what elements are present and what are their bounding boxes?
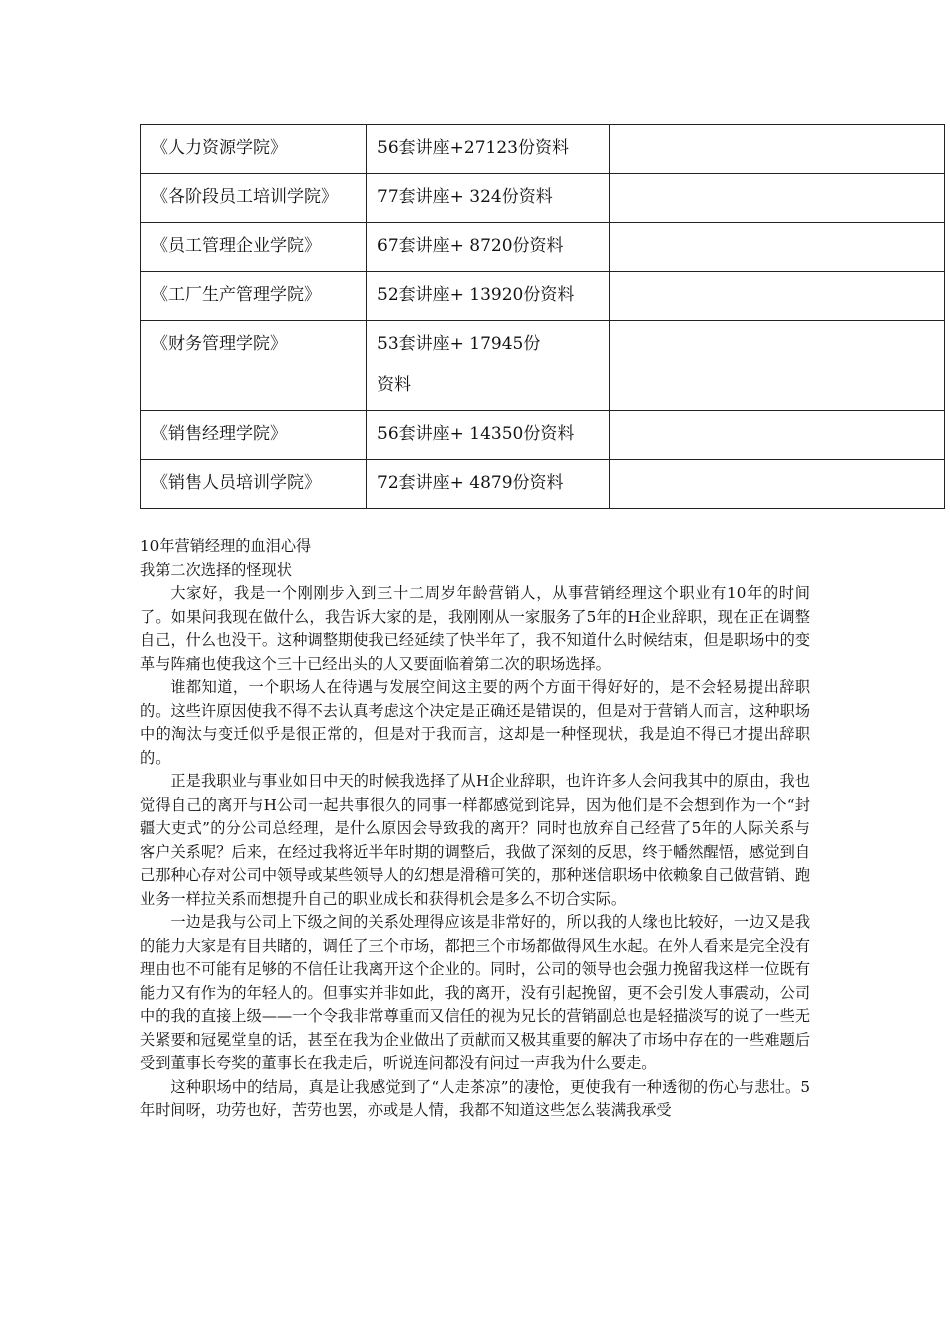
- empty-cell: [610, 223, 945, 272]
- article-paragraph: 一边是我与公司上下级之间的关系处理得应该是非常好的，所以我的人缘也比较好，一边又是我的能力大家是有目共睹的，调任了三个市场，都把三个市场都做得风生水起。在外人看来是完全没有理由也不可能有足够的不信任让我离开这个企业的。同时，公司的领导也会强力挽留我这样一位既有能力又有作为的年轻人的。但事实并非如此，我的离开，没有引起挽留，更不会引发人事震动，公司中的我的直接上级——一个令我非常尊重而又信任的视为兄长的营销副总也是轻描淡写的说了一些无关紧要和冠冕堂皇的话，甚至在我为企业做出了贡献而又极其重要的解决了市场中存在的一些难题后受到董事长夸奖的董事长在我走后，听说连问都没有问过一声我为什么要走。: [140, 913, 810, 1072]
- article-paragraph: 谁都知道，一个职场人在待遇与发展空间这主要的两个方面干得好好的，是不会轻易提出辞职的。这些许原因使我不得不去认真考虑这个决定是正确还是错误的，但是对于营销人而言，这种职场中的淘汰与变迁似乎是很正常的，但是对于我而言，这却是一种怪现状，我是迫不得已才提出辞职的。: [140, 678, 810, 767]
- course-name-cell: 《销售经理学院》: [141, 411, 367, 460]
- course-name-cell: 《人力资源学院》: [141, 125, 367, 174]
- course-catalog-table: [140, 124, 945, 509]
- course-content-cell: 72套讲座+ 4879份资料: [367, 460, 610, 509]
- course-content-cell: 56套讲座+ 14350份资料: [367, 411, 610, 460]
- table-row: [141, 125, 945, 174]
- course-name-cell: 《各阶段员工培训学院》: [141, 174, 367, 223]
- article-subtitle: 我第二次选择的怪现状: [140, 560, 292, 579]
- course-name-cell: 《员工管理企业学院》: [141, 223, 367, 272]
- course-name-cell: 《财务管理学院》: [141, 321, 367, 411]
- table-row: [141, 223, 945, 272]
- empty-cell: [610, 321, 945, 411]
- article-paragraph: 这种职场中的结局，真是让我感觉到了“人走茶凉”的凄怆，更使我有一种透彻的伤心与悲壮。5年时间呀，功劳也好，苦劳也罢，亦或是人情，我都不知道这些怎么装满我承受: [140, 1077, 810, 1119]
- empty-cell: [610, 125, 945, 174]
- table-row: [141, 321, 945, 411]
- empty-cell: [610, 272, 945, 321]
- empty-cell: [610, 411, 945, 460]
- table-row: [141, 460, 945, 509]
- course-content-cell: 77套讲座+ 324份资料: [367, 174, 610, 223]
- article-title: 10年营销经理的血泪心得: [140, 537, 312, 555]
- table-row: [141, 411, 945, 460]
- article-body: [140, 535, 810, 1123]
- course-content-cell: 52套讲座+ 13920份资料: [367, 272, 610, 321]
- course-content-cell: 53套讲座+ 17945份资料: [367, 321, 610, 411]
- article-paragraph: 大家好，我是一个刚刚步入到三十二周岁年龄营销人，从事营销经理这个职业有10年的时间了。如果问我现在做什么，我告诉大家的是，我刚刚从一家服务了5年的H企业辞职，现在正在调整自己，什么也没干。这种调整期使我已经延续了快半年了，我不知道什么时候结束，但是职场中的变革与阵痛也使我这个三十已经出头的人又要面临着第二次的职场选择。: [140, 584, 810, 673]
- table-row: [141, 174, 945, 223]
- course-content-cell: 56套讲座+27123份资料: [367, 125, 610, 174]
- course-content-cell: 67套讲座+ 8720份资料: [367, 223, 610, 272]
- empty-cell: [610, 460, 945, 509]
- empty-cell: [610, 174, 945, 223]
- course-name-cell: 《工厂生产管理学院》: [141, 272, 367, 321]
- article-paragraph: 正是我职业与事业如日中天的时候我选择了从H企业辞职，也许许多人会问我其中的原由，我也觉得自己的离开与H公司一起共事很久的同事一样都感觉到诧异，因为他们是不会想到作为一个“封疆大吏式”的分公司总经理，是什么原因会导致我的离开？同时也放弃自己经营了5年的人际关系与客户关系呢？后来，在经过我将近半年时期的调整后，我做了深刻的反思，终于幡然醒悟，感觉到自己那种心存对公司中领导或某些领导人的幻想是滑稽可笑的，那种迷信职场中依赖象自己做营销、跑业务一样拉关系而想提升自己的职业成长和获得机会是多么不切合实际。: [140, 772, 810, 908]
- table-row: [141, 272, 945, 321]
- course-name-cell: 《销售人员培训学院》: [141, 460, 367, 509]
